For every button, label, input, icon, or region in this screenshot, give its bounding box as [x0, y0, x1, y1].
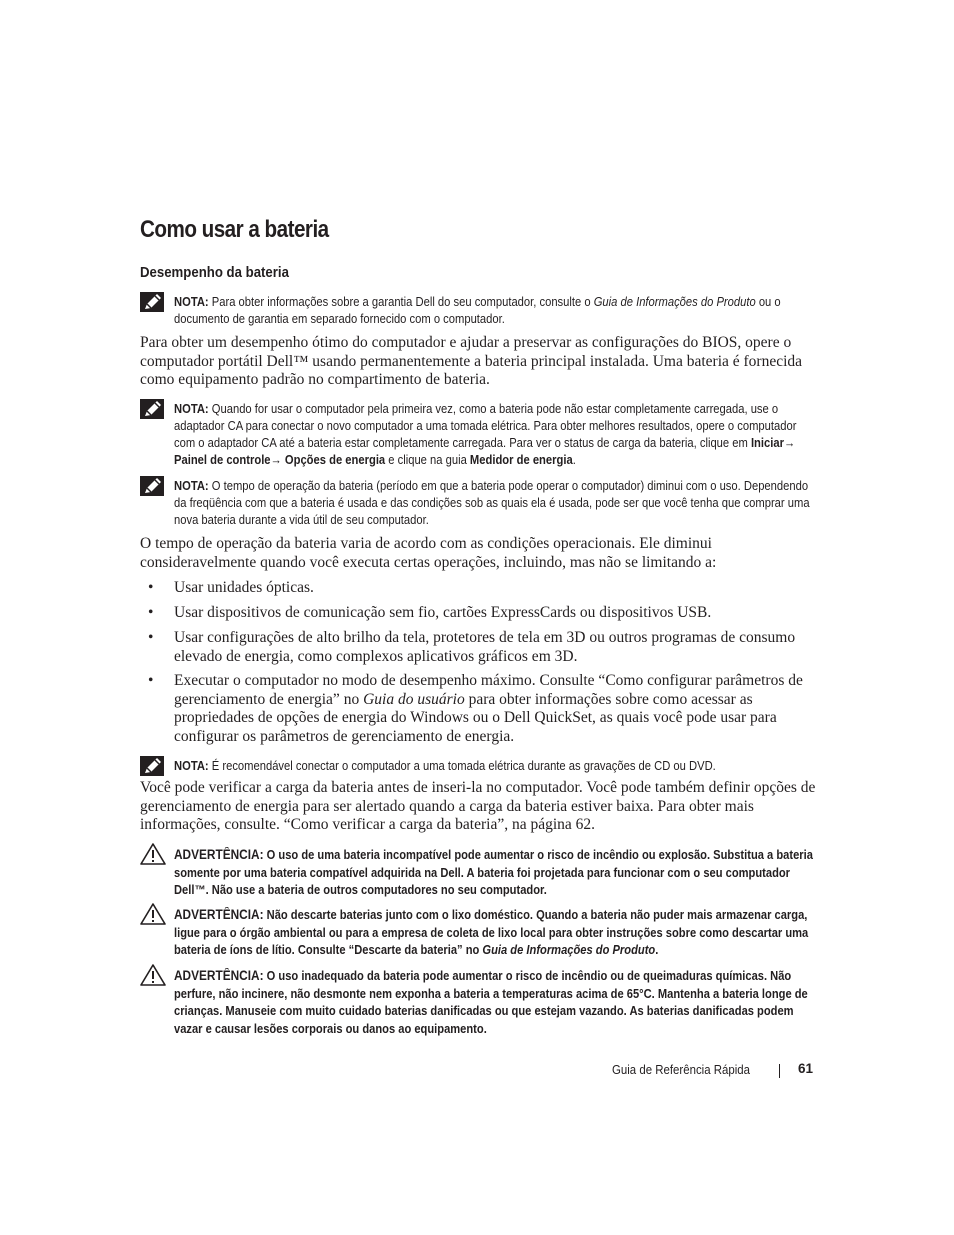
pencil-note-icon [140, 292, 164, 312]
warning-body-end: . [655, 943, 659, 957]
warning-triangle-icon [140, 842, 166, 866]
note-italic-ref: Guia de Informações do Produto [593, 295, 756, 309]
pencil-note-icon [140, 756, 164, 776]
note-text [174, 758, 820, 775]
note-label: NOTA: [174, 759, 209, 773]
note-text [174, 401, 820, 469]
menu-path-power-options: Opções de energia [284, 453, 386, 467]
bullet-marker: • [148, 672, 154, 689]
warning-label: ADVERTÊNCIA: [174, 968, 264, 983]
note-label: NOTA: [174, 479, 209, 493]
warning-text [174, 967, 820, 1038]
pencil-note-icon [140, 399, 164, 419]
warning-triangle-icon [140, 902, 166, 926]
body-paragraph: Você pode verificar a carga da bateria antes de inseri-la no computador. Você pode também definir opções de gerenciamento de energia para ser alertado quando a carga da bateria estiver baixa. Para obter mais informações, consulte. “Como verificar a carga da bateria”, na página 62. [140, 779, 816, 834]
page-title: Como usar a bateria [140, 216, 329, 243]
list-item-text: Usar unidades ópticas. [174, 579, 314, 596]
list-item-text-part: Executar o computador no modo de desempenho máximo. Consulte “Como configurar parâmetros de gerenciamento de energia” no [174, 672, 803, 708]
warning-text [174, 846, 820, 900]
warning-italic-ref: Guia de Informações do Produto [482, 943, 656, 957]
warning-body: O uso inadequado da bateria pode aumentar o risco de incêndio ou de queimaduras químicas. Não perfure, não incinere, não desmonte nem exponha a bateria a temperaturas acima de 65°C. Mantenha a bateria longe de crianças. Manuseie com muito cuidado baterias danificadas ou que estejam vazando. As baterias danificadas podem vazar e causar lesões corporais ou danos ao equipamento. [174, 969, 808, 1036]
list-item-text: Usar configurações de alto brilho da tela, protetores de tela em 3D ou outros programas de consumo elevado de energia, como complexos aplicativos gráficos em 3D. [174, 629, 796, 665]
list-item-text: Usar dispositivos de comunicação sem fio, cartões ExpressCards ou dispositivos USB. [174, 604, 712, 621]
note-label: NOTA: [174, 295, 209, 309]
section-heading: Desempenho da bateria [140, 264, 289, 281]
note-body: Quando for usar o computador pela primeira vez, como a bateria pode não estar completamente carregada, use o adaptador CA para conectar o novo computador a uma tomada elétrica. Para obter melhores resultados, opere o computador com o adaptador CA até a bateria estar completamente carregada. Para ver o status de carga da bateria, clique em [174, 402, 797, 450]
warning-label: ADVERTÊNCIA: [174, 907, 264, 922]
list-item-text-part: para obter informações sobre como acessar as propriedades de opções de energia do Windows ou o Dell QuickSet, as quais você pode usar para configurar os parâmetros de gerenciamento de energia. [174, 690, 777, 745]
body-paragraph: Para obter um desempenho ótimo do computador e ajudar a preservar as configurações do BIOS, opere o computador portátil Dell™ usando permanentemente a bateria principal instalada. Uma bateria é fornecida como equipamento padrão no compartimento de bateria. [140, 334, 803, 389]
body-paragraph: O tempo de operação da bateria varia de acordo com as condições operacionais. Ele diminui consideravelmente quando você executa certas operações, incluindo, mas não se limitando a: [140, 535, 717, 571]
warning-label: ADVERTÊNCIA: [174, 847, 264, 862]
note-body-end: . [572, 453, 576, 467]
pencil-note-icon [140, 476, 164, 496]
note-text [174, 478, 820, 529]
warning-text [174, 906, 820, 960]
warning-triangle-icon [140, 963, 166, 987]
footer-guide-title: Guia de Referência Rápida [612, 1062, 751, 1077]
menu-arrow: → [270, 453, 282, 467]
bullet-marker: • [148, 629, 154, 646]
note-body: Para obter informações sobre a garantia Dell do seu computador, consulte o [211, 295, 594, 309]
warning-body: O uso de uma bateria incompatível pode aumentar o risco de incêndio ou explosão. Substitua a bateria somente por uma bateria compatível adquirida na Dell. A bateria foi projetada para funcionar com o seu computador Dell™. Não use a bateria de outros computadores no seu computador. [174, 848, 813, 897]
note-body: O tempo de operação da bateria (período em que a bateria pode operar o computador) diminui com o uso. Dependendo da freqüência com que a bateria é usada e das condições sob as quais ela é usada, pode ser que você tenha que comprar uma nova bateria durante a vida útil de seu computador. [174, 479, 810, 527]
note-label: NOTA: [174, 402, 209, 416]
note-text [174, 294, 820, 328]
warning-body: Não descarte baterias junto com o lixo doméstico. Quando a bateria não puder mais armazenar carga, ligue para o órgão ambiental ou para a empresa de coleta de lixo local para obter instruções sobre como descartar uma bateria de íons de lítio. Consulte “Descarte da bateria” no [174, 908, 809, 957]
menu-path-power-meter: Medidor de energia [469, 453, 573, 467]
bullet-marker: • [148, 579, 154, 596]
page-number: 61 [798, 1061, 814, 1076]
menu-arrow: → [783, 436, 796, 450]
list-item-text [174, 672, 824, 746]
note-body-cont: e clique na guia [385, 453, 470, 467]
note-body: É recomendável conectar o computador a uma tomada elétrica durante as gravações de CD ou DVD. [211, 759, 716, 773]
footer-divider [779, 1064, 780, 1078]
note-body-cont: ou o documento de garantia em separado fornecido com o computador. [174, 295, 781, 326]
menu-path-start: Iniciar [750, 436, 784, 450]
bullet-marker: • [148, 604, 154, 621]
menu-path-control-panel: Painel de controle [174, 453, 271, 467]
list-item-italic-ref: Guia do usuário [363, 690, 465, 708]
